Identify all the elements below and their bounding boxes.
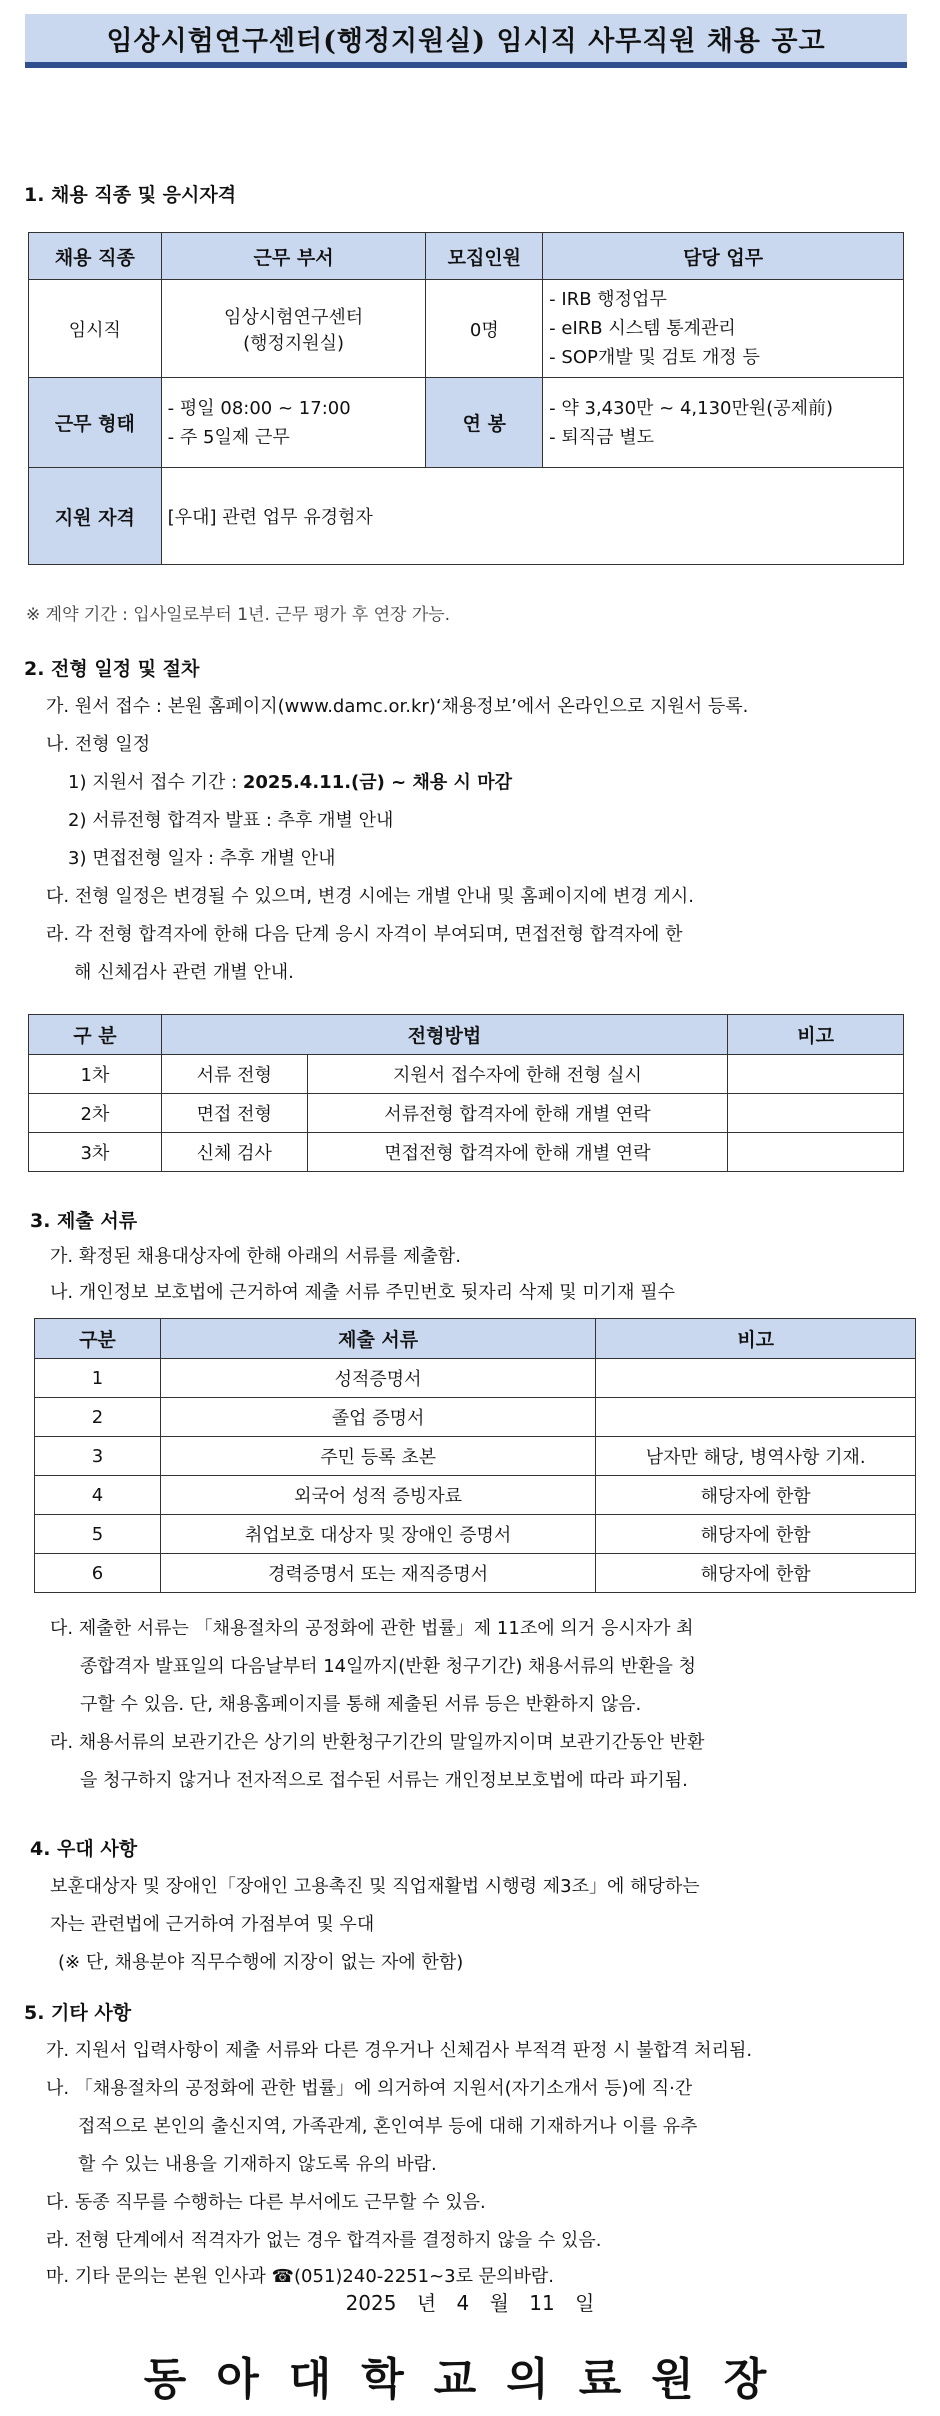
stage: 1차 — [29, 1055, 162, 1094]
remark — [728, 1055, 904, 1094]
remark — [728, 1094, 904, 1133]
header-dept: 근무 부서 — [161, 233, 426, 280]
job-type: 임시직 — [29, 280, 162, 378]
s3-item-da-1: 다. 제출한 서류는 「채용절차의 공정화에 관한 법률」제 11조에 의거 응시자가 최 — [50, 1618, 694, 1639]
notice-date: 2025 년 4 월 11 일 — [345, 2291, 595, 2315]
qualification: [우대] 관련 업무 유경험자 — [161, 468, 903, 565]
doc-name: 경력증명서 또는 재직증명서 — [160, 1554, 595, 1593]
duty-item: - SOP개발 및 검토 개정 등 — [549, 347, 760, 368]
s5-item-na-3: 할 수 있는 내용을 기재하지 않도록 유의 바람. — [78, 2154, 437, 2175]
doc-no: 2 — [35, 1398, 161, 1437]
doc-no: 6 — [35, 1554, 161, 1593]
method: 면접 전형 — [161, 1094, 307, 1133]
doc-name: 졸업 증명서 — [160, 1398, 595, 1437]
method: 서류 전형 — [161, 1055, 307, 1094]
doc-remark: 해당자에 한함 — [596, 1476, 916, 1515]
page-title: 임상시험연구센터(행정지원실) 임시직 사무직원 채용 공고 — [106, 25, 826, 57]
doc-name: 성적증명서 — [160, 1359, 595, 1398]
s3-item-ra-2: 을 청구하지 않거나 전자적으로 접수된 서류는 개인정보보호법에 따라 파기됨. — [80, 1770, 688, 1791]
contract-note: ※ 계약 기간 : 입사일로부터 1년. 근무 평가 후 연장 가능. — [26, 605, 451, 625]
s2-item-ga: 가. 원서 접수 : 본원 홈페이지(www.damc.or.kr)‘채용정보’에서 온라인으로 지원서 등록. — [46, 696, 749, 717]
doc-name: 주민 등록 초본 — [160, 1437, 595, 1476]
s2-item-da: 다. 전형 일정은 변경될 수 있으며, 변경 시에는 개별 안내 및 홈페이지에 변경 게시. — [46, 886, 694, 907]
s2-schedule-2: 2) 서류전형 합격자 발표 : 추후 개별 안내 — [68, 810, 394, 831]
issuer-signature: 동아대학교의료원장 — [143, 2354, 797, 2405]
header-document: 제출 서류 — [160, 1319, 595, 1359]
method-detail: 면접전형 합격자에 한해 개별 연락 — [307, 1133, 727, 1172]
doc-remark — [596, 1359, 916, 1398]
s3-item-na: 나. 개인정보 보호법에 근거하여 제출 서류 주민번호 뒷자리 삭제 및 미기재 필수 — [50, 1282, 676, 1303]
s2-schedule-1-label: 1) 지원서 접수 기간 : — [68, 772, 243, 793]
s5-item-ma: 마. 기타 문의는 본원 인사과 ☎(051)240-2251~3로 문의바람. — [46, 2266, 554, 2287]
selection-table — [28, 1014, 904, 1172]
s3-item-ra-1: 라. 채용서류의 보관기간은 상기의 반환청구기간의 말일까지이며 보관기간동안 반환 — [50, 1732, 705, 1753]
doc-remark: 해당자에 한함 — [596, 1554, 916, 1593]
title-banner — [25, 14, 907, 68]
work-type-item: - 주 5일제 근무 — [167, 426, 290, 448]
header-qualification: 지원 자격 — [29, 468, 162, 565]
s4-line-3: (※ 단, 채용분야 직무수행에 지장이 없는 자에 한함) — [58, 1952, 464, 1973]
documents-table — [34, 1318, 916, 1593]
headcount: 0명 — [426, 280, 543, 378]
department-line-1: 임상시험연구센터 — [224, 306, 364, 328]
doc-no: 5 — [35, 1515, 161, 1554]
section-3-heading: 3. 제출 서류 — [30, 1210, 138, 1232]
s2-schedule-1-period: 2025.4.11.(금) ~ 채용 시 마감 — [242, 772, 512, 793]
section-5-heading: 5. 기타 사항 — [24, 2002, 132, 2024]
s5-item-ra: 라. 전형 단계에서 적격자가 없는 경우 합격자를 결정하지 않을 수 있음. — [46, 2230, 602, 2251]
header-duty: 담당 업무 — [543, 233, 904, 280]
doc-remark: 남자만 해당, 병역사항 기재. — [596, 1437, 916, 1476]
header-remark: 비고 — [596, 1319, 916, 1359]
header-job: 채용 직종 — [29, 233, 162, 280]
s4-line-1: 보훈대상자 및 장애인「장애인 고용촉진 및 직업재활법 시행령 제3조」에 해당하는 — [50, 1876, 700, 1897]
s2-schedule-1 — [68, 768, 512, 794]
remark — [728, 1133, 904, 1172]
header-count: 모집인원 — [426, 233, 543, 280]
doc-name: 취업보호 대상자 및 장애인 증명서 — [160, 1515, 595, 1554]
method-detail: 서류전형 합격자에 한해 개별 연락 — [307, 1094, 727, 1133]
s5-item-ga: 가. 지원서 입력사항이 제출 서류와 다른 경우거나 신체검사 부적격 판정 시 불합격 처리됨. — [46, 2040, 753, 2061]
duty-item: - eIRB 시스템 통계관리 — [549, 318, 736, 339]
department — [161, 280, 426, 378]
stage: 3차 — [29, 1133, 162, 1172]
s3-item-da-3: 구할 수 있음. 단, 채용홈페이지를 통해 제출된 서류 등은 반환하지 않음. — [80, 1694, 642, 1715]
s5-item-na-2: 접적으로 본인의 출신지역, 가족관계, 혼인여부 등에 대해 기재하거나 이를 유추 — [78, 2116, 698, 2137]
doc-no: 3 — [35, 1437, 161, 1476]
method: 신체 검사 — [161, 1133, 307, 1172]
doc-no: 4 — [35, 1476, 161, 1515]
s3-item-da-2: 종합격자 발표일의 다음날부터 14일까지(반환 청구기간) 채용서류의 반환을 청 — [80, 1656, 697, 1677]
section-1-heading: 1. 채용 직종 및 응시자격 — [24, 184, 237, 206]
doc-remark: 해당자에 한함 — [596, 1515, 916, 1554]
salary-item: - 약 3,430만 ~ 4,130만원(공제前) — [549, 397, 834, 419]
section-2-heading: 2. 전형 일정 및 절차 — [24, 658, 200, 680]
method-detail: 지원서 접수자에 한해 전형 실시 — [307, 1055, 727, 1094]
s5-item-na-1: 나. 「채용절차의 공정화에 관한 법률」에 의거하여 지원서(자기소개서 등)에 직·간 — [46, 2078, 693, 2099]
header-salary: 연 봉 — [426, 378, 543, 468]
salary — [543, 378, 904, 468]
doc-name: 외국어 성적 증빙자료 — [160, 1476, 595, 1515]
s3-item-ga: 가. 확정된 채용대상자에 한해 아래의 서류를 제출함. — [50, 1246, 461, 1267]
header-work-type: 근무 형태 — [29, 378, 162, 468]
department-line-2: (행정지원실) — [243, 332, 345, 354]
header-stage: 구 분 — [29, 1015, 162, 1055]
s4-line-2: 자는 관련법에 근거하여 가점부여 및 우대 — [50, 1914, 375, 1935]
s2-item-na: 나. 전형 일정 — [46, 734, 151, 755]
stage: 2차 — [29, 1094, 162, 1133]
doc-no: 1 — [35, 1359, 161, 1398]
s2-item-ra-1: 라. 각 전형 합격자에 한해 다음 단계 응시 자격이 부여되며, 면접전형 합격자에 한 — [46, 924, 683, 945]
work-type — [161, 378, 426, 468]
s2-schedule-3: 3) 면접전형 일자 : 추후 개별 안내 — [68, 848, 336, 869]
header-no: 구분 — [35, 1319, 161, 1359]
duty-item: - IRB 행정업무 — [549, 289, 667, 310]
doc-remark — [596, 1398, 916, 1437]
header-method: 전형방법 — [161, 1015, 727, 1055]
duty-list — [543, 280, 904, 378]
position-table — [28, 232, 904, 565]
header-remark: 비고 — [728, 1015, 904, 1055]
salary-item: - 퇴직금 별도 — [549, 426, 655, 448]
s2-item-ra-2: 해 신체검사 관련 개별 안내. — [74, 962, 294, 983]
section-4-heading: 4. 우대 사항 — [30, 1838, 138, 1860]
work-type-item: - 평일 08:00 ~ 17:00 — [167, 397, 351, 419]
s5-item-da: 다. 동종 직무를 수행하는 다른 부서에도 근무할 수 있음. — [46, 2192, 486, 2213]
